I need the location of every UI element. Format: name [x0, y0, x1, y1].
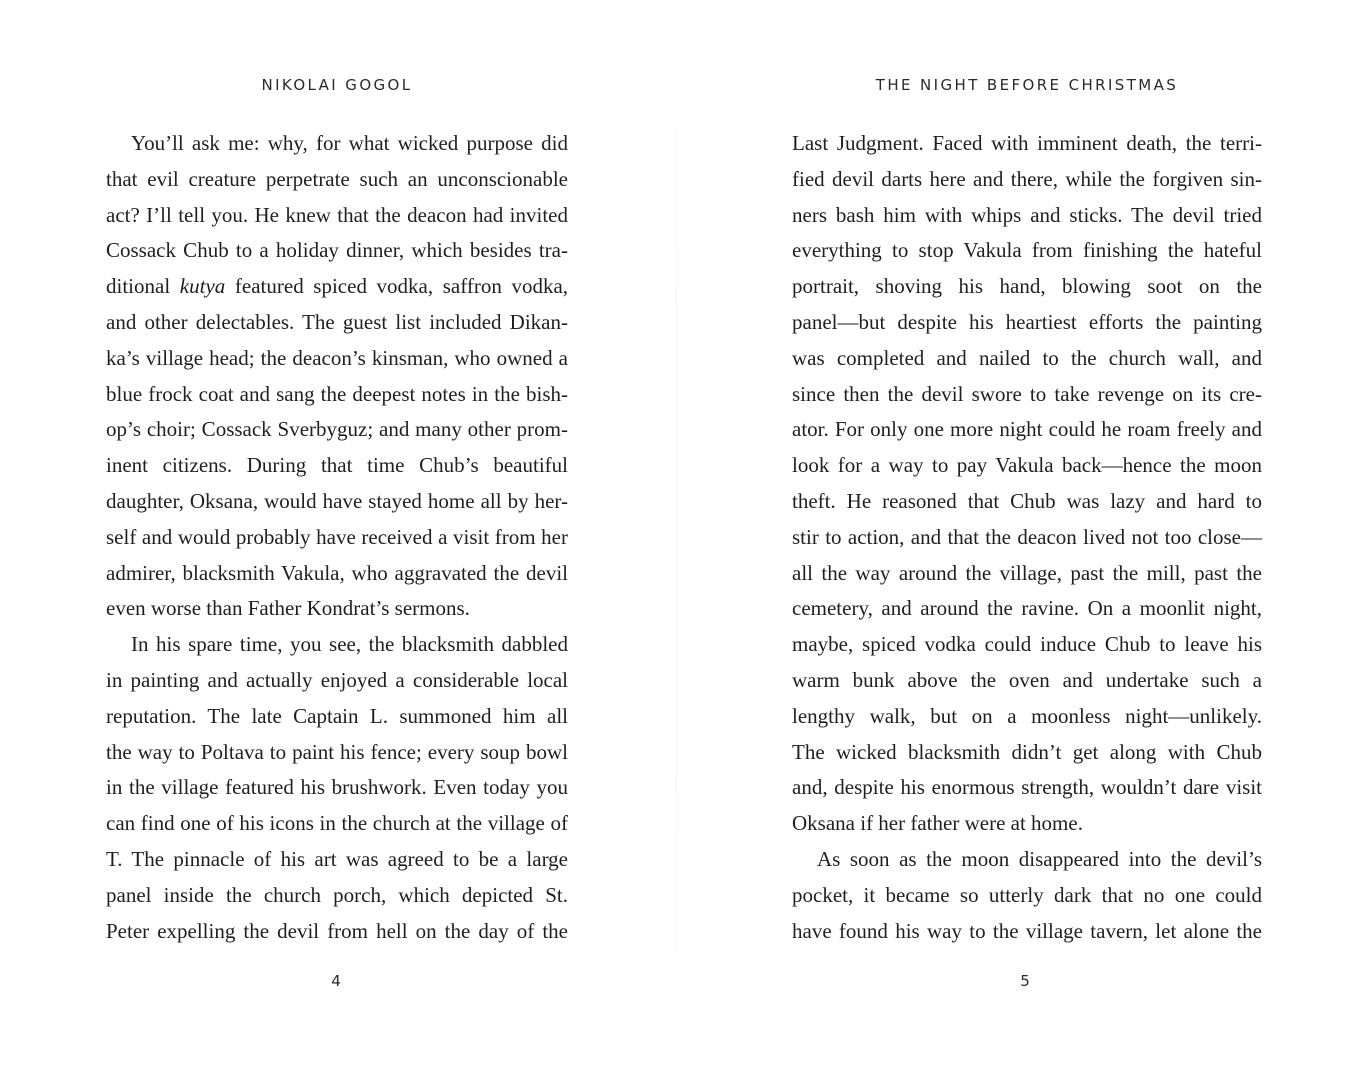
text-line: even worse than Father Kondrat’s sermons. [106, 596, 470, 621]
text-line: ka’s village head; the deacon’s kinsman, who owned a [106, 345, 568, 370]
text-line: cemetery, and around the ravine. On a moonlit night, [792, 596, 1262, 621]
text-line [106, 269, 568, 305]
text-line: was completed and nailed to the church wall, and [792, 345, 1262, 370]
text-line: pocket, it became so utterly dark that no one could [792, 882, 1262, 907]
text-line: that evil creature perpetrate such an unconscionable [106, 166, 568, 191]
text-line: ners bash him with whips and sticks. The devil tried [792, 202, 1262, 227]
text-line: act? I’ll tell you. He knew that the deacon had invited [106, 202, 568, 227]
left-body-text [106, 126, 568, 949]
text-line: self and would probably have received a visit from her [106, 524, 568, 549]
right-body-text [792, 126, 1262, 949]
text-line: everything to stop Vakula from finishing the hateful [792, 238, 1262, 263]
text-line: ator. For only one more night could he roam freely and [792, 417, 1262, 442]
right-page [676, 0, 1353, 1080]
text-line: can find one of his icons in the church at the village of [106, 811, 568, 836]
text-line: panel—but despite his heartiest efforts the painting [792, 309, 1262, 334]
text-fragment: ditional [106, 274, 171, 299]
left-page [0, 0, 676, 1080]
text-line: You’ll ask me: why, for what wicked purpose did [131, 131, 568, 155]
page-number: 4 [331, 972, 341, 990]
text-line: In his spare time, you see, the blacksmith dabbled [131, 632, 568, 657]
text-line: since then the devil swore to take revenge on its cre- [792, 381, 1262, 406]
text-line: portrait, shoving his hand, blowing soot on the [792, 274, 1262, 299]
running-head-author: NIKOLAI GOGOL [261, 76, 413, 94]
text-line: look for a way to pay Vakula back—hence the moon [792, 453, 1262, 478]
text-line: theft. He reasoned that Chub was lazy and hard to [792, 488, 1262, 513]
text-line: The wicked blacksmith didn’t get along with Chub [792, 739, 1262, 764]
text-line: T. The pinnacle of his art was agreed to be a large [106, 846, 568, 871]
text-line: inent citizens. During that time Chub’s beautiful [106, 453, 568, 478]
text-line: in painting and actually enjoyed a considerable local [106, 667, 568, 692]
text-line: daughter, Oksana, would have stayed home all by her- [106, 488, 568, 513]
text-line: Last Judgment. Faced with imminent death, the terri- [792, 131, 1262, 155]
text-fragment: featured spiced vodka, saffron vodka, [234, 274, 569, 299]
text-line: blue frock coat and sang the deepest notes in the bish- [106, 381, 568, 406]
text-line: fied devil darts here and there, while the forgiven sin- [792, 166, 1262, 191]
text-line: As soon as the moon disappeared into the devil’s [817, 846, 1262, 871]
text-line: in the village featured his brushwork. Even today you [106, 775, 568, 800]
text-line: reputation. The late Captain L. summoned him all [106, 703, 568, 728]
text-line: the way to Poltava to paint his fence; every soup bowl [106, 739, 568, 764]
text-line: panel inside the church porch, which depicted St. [106, 882, 568, 907]
text-line: maybe, spiced vodka could induce Chub to leave his [792, 632, 1262, 657]
text-line: Cossack Chub to a holiday dinner, which besides tra- [106, 238, 568, 263]
text-line: warm bunk above the oven and undertake such a [792, 667, 1262, 692]
page-number: 5 [1020, 972, 1030, 990]
text-line: have found his way to the village tavern, let alone the [792, 918, 1262, 943]
italic-word: kutya [179, 274, 226, 299]
text-line: stir to action, and that the deacon lived not too close— [792, 524, 1262, 549]
text-line: Peter expelling the devil from hell on the day of the [106, 918, 568, 943]
text-line: and, despite his enormous strength, wouldn’t dare visit [792, 775, 1262, 800]
text-line: and other delectables. The guest list included Dikan- [106, 309, 568, 334]
text-line: Oksana if her father were at home. [792, 811, 1083, 836]
running-head-title: THE NIGHT BEFORE CHRISTMAS [875, 76, 1179, 94]
text-line: admirer, blacksmith Vakula, who aggravated the devil [106, 560, 568, 585]
text-line: op’s choir; Cossack Sverbyguz; and many other prom- [106, 417, 568, 442]
text-line: lengthy walk, but on a moonless night—unlikely. [792, 703, 1262, 728]
text-line: all the way around the village, past the mill, past the [792, 560, 1262, 585]
